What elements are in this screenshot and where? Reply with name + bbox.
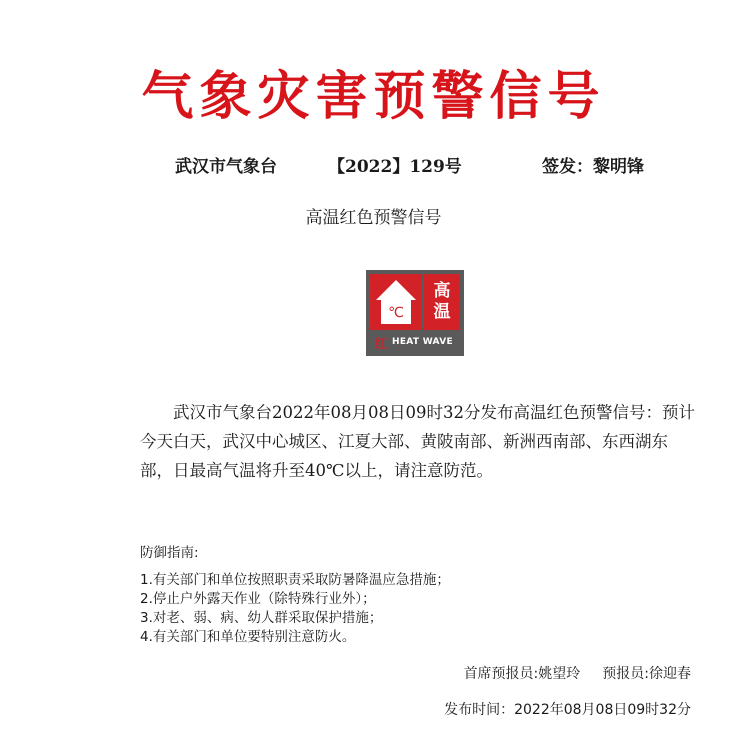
heat-wave-red-warning-badge (366, 270, 464, 356)
forecaster: 预报员:徐迎春 (602, 666, 691, 682)
badge-english-label: HEAT WAVE (392, 337, 453, 347)
forecaster-line (464, 663, 691, 683)
badge-chinese-label (424, 274, 460, 330)
issuing-organization: 武汉市气象台 (175, 157, 277, 177)
badge-char-2: 温 (433, 302, 451, 322)
guide-item: 2.停止户外露天作业（除特殊行业外）； (140, 591, 376, 607)
defense-guide-list (140, 571, 450, 647)
signer: 签发：黎明锋 (542, 157, 644, 177)
celsius-symbol: ℃ (388, 305, 404, 321)
publish-time: 发布时间：2022年08月08日09时32分 (444, 702, 691, 718)
guide-item: 4.有关部门和单位要特别注意防火。 (140, 629, 356, 645)
chief-forecaster: 首席预报员:姚望玲 (463, 666, 581, 682)
guide-item: 3.对老、弱、病、幼人群采取保护措施； (140, 610, 383, 626)
guide-item: 1.有关部门和单位按照职责采取防暑降温应急措施； (140, 572, 450, 588)
warning-body-text: 武汉市气象台2022年08月08日09时32分发布高温红色预警信号：预计今天白天，武汉中心城区、江夏大部、黄陂南部、新洲西南部、东西湖东部，日最高气温将升至40℃以上，请注意防范。 (140, 403, 695, 480)
document-number: 【2022】129号 (328, 157, 462, 177)
badge-level-label: 红 (374, 336, 388, 352)
warning-subtitle: 高温红色预警信号 (305, 208, 442, 228)
thermometer-house-icon (370, 274, 422, 330)
badge-char-1: 高 (433, 281, 451, 301)
badge-strip (370, 332, 460, 352)
document-title: 气象灾害预警信号 (141, 66, 606, 127)
warning-body (140, 398, 700, 485)
defense-guide-title: 防御指南: (140, 545, 199, 561)
